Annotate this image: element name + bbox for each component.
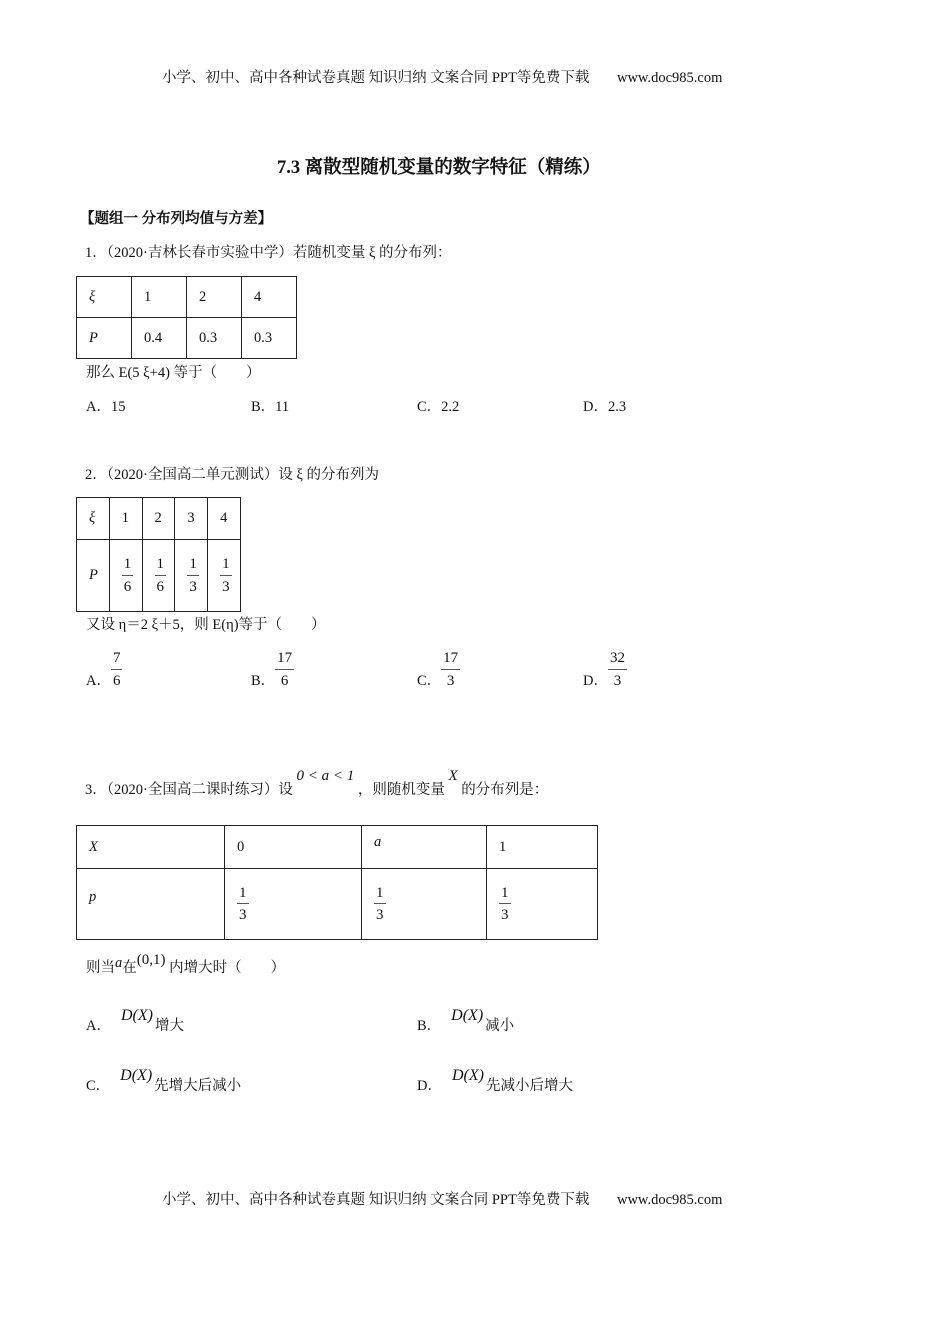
denominator: 3 [376, 907, 384, 923]
table-cell: X [77, 826, 225, 869]
section-heading: 【题组一 分布列均值与方差】 [80, 211, 273, 227]
table-cell: ξ [77, 498, 110, 540]
q3-option-a[interactable] [86, 1007, 184, 1034]
table-cell [362, 869, 487, 940]
q2-option-d[interactable] [583, 650, 627, 689]
table-cell: 0.3 [187, 318, 242, 359]
table-cell: ξ [77, 277, 132, 318]
fraction [220, 556, 232, 595]
table-cell: 1 [487, 826, 598, 869]
stem-text: 的分布列是： [461, 782, 549, 798]
q2-ask: 又设 η＝2 ξ＋5，则 E(η)等于（ ） [86, 617, 326, 633]
denominator: 6 [112, 672, 121, 689]
table-cell [208, 540, 241, 612]
condition-math: 0 < a < 1 [296, 768, 355, 784]
stem-text: 3．（2020·全国高二课时练习）设 [85, 782, 293, 798]
denominator: 6 [156, 578, 165, 595]
table-cell [142, 540, 175, 612]
table-cell: 0.4 [132, 318, 187, 359]
variable-math: X [448, 768, 458, 784]
denominator: 3 [613, 672, 622, 689]
interval-math: (0,1) [136, 952, 166, 968]
q2-option-a[interactable] [86, 650, 122, 689]
table-cell: 2 [142, 498, 175, 540]
q3-stem [85, 768, 549, 798]
numerator: 1 [374, 885, 386, 905]
numerator: 1 [122, 556, 134, 576]
stem-text: ，则随机变量 [357, 782, 445, 798]
ask-text: 在 [122, 960, 137, 976]
denominator: 3 [189, 578, 197, 595]
option-label: A． [86, 672, 111, 689]
denominator: 6 [280, 672, 289, 689]
fraction [155, 556, 167, 595]
table-cell: P [77, 318, 132, 359]
numerator: 1 [187, 556, 199, 576]
q1-distribution-table [76, 276, 297, 359]
numerator: 17 [441, 650, 460, 670]
table-cell: 0.3 [242, 318, 297, 359]
numerator: 1 [237, 885, 249, 905]
denominator: 3 [239, 907, 247, 923]
option-text: 先减小后增大 [485, 1078, 573, 1094]
denominator: 6 [123, 578, 132, 595]
q3-option-b[interactable] [417, 1007, 515, 1034]
variable-math: a [115, 955, 123, 971]
fraction [374, 885, 386, 924]
option-label: C． [86, 1078, 111, 1094]
table-cell: 1 [109, 498, 142, 540]
numerator: 1 [155, 556, 167, 576]
header-text: 小学、初中、高中各种试卷真题 知识归纳 文案合同 PPT等免费下载 [162, 70, 590, 86]
numerator: 32 [608, 650, 627, 670]
table-cell: 4 [242, 277, 297, 318]
header-site[interactable]: www.doc985.com [616, 70, 723, 86]
fraction [441, 650, 460, 689]
q1-option-a[interactable]: A．15 [86, 399, 126, 415]
table-cell [487, 869, 598, 940]
numerator: 1 [499, 885, 511, 905]
table-cell: 3 [175, 498, 208, 540]
page-title: 7.3 离散型随机变量的数字特征（精练） [277, 158, 601, 178]
table-cell: 1 [132, 277, 187, 318]
q2-option-b[interactable] [251, 650, 294, 689]
numerator: 7 [111, 650, 123, 670]
q2-distribution-table [76, 497, 241, 612]
q1-option-b[interactable]: B．11 [251, 399, 290, 415]
denominator: 3 [222, 578, 230, 595]
table-cell [225, 869, 362, 940]
fraction [275, 650, 294, 689]
page-header [162, 71, 722, 86]
table-cell: 2 [187, 277, 242, 318]
fraction [237, 885, 249, 924]
q1-stem: 1．（2020·吉林长春市实验中学）若随机变量 ξ 的分布列： [85, 245, 452, 261]
table-cell [109, 540, 142, 612]
option-label: B． [417, 1018, 442, 1034]
option-text: 增大 [154, 1018, 184, 1034]
table-cell: 4 [208, 498, 241, 540]
math-expr: D(X) [120, 1007, 153, 1024]
footer-site[interactable]: www.doc985.com [616, 1192, 723, 1208]
numerator: 1 [220, 556, 232, 576]
numerator: 17 [275, 650, 294, 670]
option-label: A． [86, 1018, 111, 1034]
q3-option-c[interactable] [86, 1067, 242, 1094]
math-expr: D(X) [451, 1067, 484, 1084]
option-text: 减小 [485, 1018, 515, 1034]
table-cell: a [362, 826, 487, 869]
ask-text: 则当 [86, 960, 115, 976]
q1-ask: 那么 E(5 ξ+4) 等于（ ） [86, 365, 261, 381]
page-footer [162, 1193, 722, 1208]
q2-option-c[interactable] [417, 650, 460, 689]
fraction [122, 556, 134, 595]
footer-text: 小学、初中、高中各种试卷真题 知识归纳 文案合同 PPT等免费下载 [162, 1192, 590, 1208]
table-cell: 0 [225, 826, 362, 869]
ask-text: 内增大时（ ） [169, 960, 286, 976]
math-expr: D(X) [451, 1007, 484, 1024]
table-cell [175, 540, 208, 612]
option-label: D． [417, 1078, 442, 1094]
denominator: 3 [446, 672, 455, 689]
denominator: 3 [501, 907, 509, 923]
q1-option-c[interactable]: C．2.2 [417, 399, 460, 415]
math-expr: D(X) [120, 1067, 153, 1084]
option-label: B． [251, 672, 276, 689]
option-label: D． [583, 672, 608, 689]
fraction [111, 650, 123, 689]
q3-option-d[interactable] [417, 1067, 573, 1094]
table-cell: p [77, 869, 225, 940]
q1-option-d[interactable]: D．2.3 [583, 399, 627, 415]
fraction [608, 650, 627, 689]
fraction [187, 556, 199, 595]
q3-ask [86, 952, 286, 976]
q3-distribution-table [76, 825, 598, 940]
q2-stem: 2．（2020·全国高二单元测试）设 ξ 的分布列为 [85, 467, 380, 483]
table-cell: P [77, 540, 110, 612]
option-label: C． [417, 672, 442, 689]
fraction [499, 885, 511, 924]
option-text: 先增大后减小 [154, 1078, 242, 1094]
